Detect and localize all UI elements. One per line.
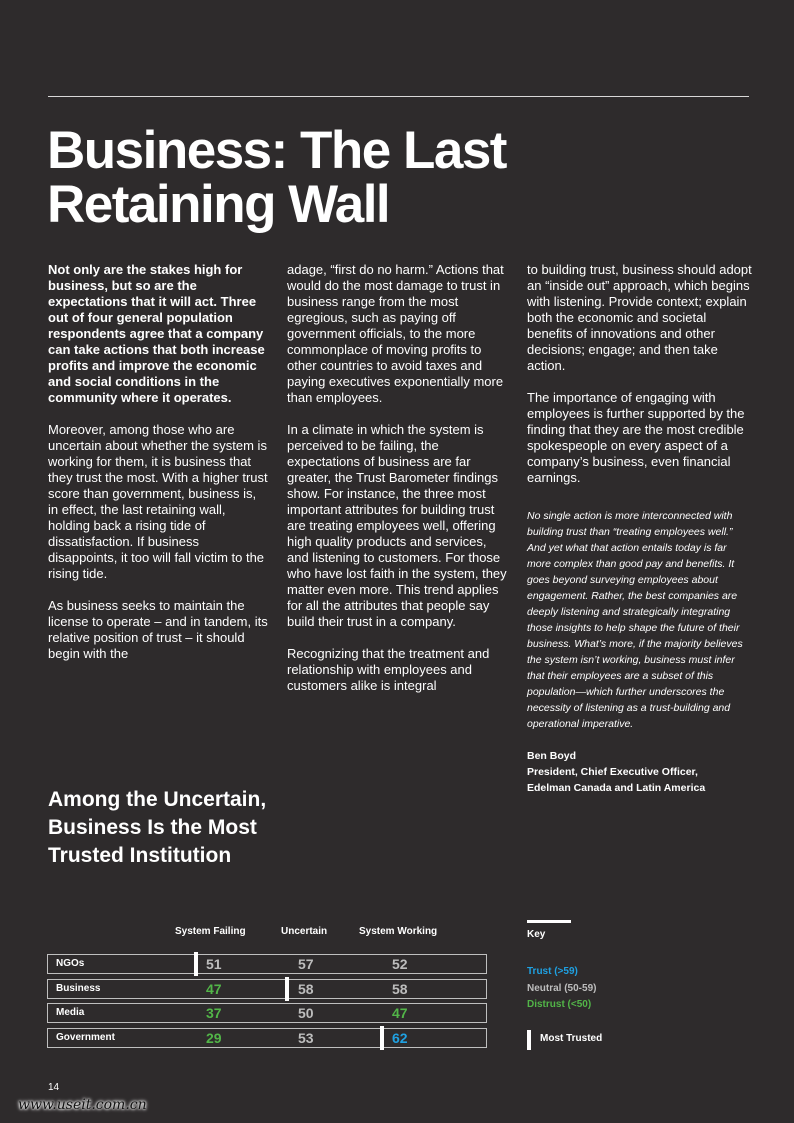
top-rule xyxy=(48,96,749,97)
column-header-system-working: System Working xyxy=(359,926,438,937)
signature-name: Ben Boyd xyxy=(527,750,577,762)
key-neutral: Neutral (50-59) xyxy=(527,983,597,994)
table-row xyxy=(47,954,487,974)
row-label: Media xyxy=(56,1007,85,1018)
signature-title-2: Edelman Canada and Latin America xyxy=(527,782,706,794)
table-cell-value: 58 xyxy=(298,981,314,997)
row-label: Business xyxy=(56,983,101,994)
key-trust: Trust (>59) xyxy=(527,966,578,977)
table-cell-value: 62 xyxy=(392,1030,408,1046)
paragraph: As business seeks to maintain the license to operate – and in tandem, its relative position of trust – it should begin with the xyxy=(48,598,268,661)
table-cell-value: 47 xyxy=(206,981,222,997)
table-cell-value: 57 xyxy=(298,956,314,972)
column-header-system-failing: System Failing xyxy=(175,926,246,937)
key-most-trusted: Most Trusted xyxy=(540,1033,603,1044)
most-trusted-marker-icon xyxy=(194,952,198,976)
text-column-3 xyxy=(527,262,752,812)
most-trusted-marker-icon xyxy=(380,1026,384,1050)
most-trusted-marker-icon xyxy=(285,977,289,1001)
paragraph: In a climate in which the system is perceived to be failing, the expectations of business are far greater, the Trust Barometer findings show. For instance, the three most important attributes for building trust are treating employees well, offering high quality products and services, and listening to customers. For those who have lost faith in the system, they matter even more. This trend applies for all the attributes that people say build their trust in a company. xyxy=(287,422,507,629)
key-rule xyxy=(527,920,571,923)
key-title: Key xyxy=(527,929,546,940)
text-column-2 xyxy=(287,262,507,710)
section-title: Among the Uncertain, Business Is the Most Trusted Institution xyxy=(48,788,267,867)
paragraph: to building trust, business should adopt an “inside out” approach, which begins with listening. Provide context; explain both the economic and societal benefits of innovations and other decisions; engage; and then take action. xyxy=(527,262,752,373)
signature xyxy=(527,748,752,796)
table-cell-value: 53 xyxy=(298,1030,314,1046)
column-header-uncertain: Uncertain xyxy=(281,926,328,937)
row-label: Government xyxy=(56,1032,115,1043)
paragraph: The importance of engaging with employees is further supported by the finding that they are the most credible spokespeople on every aspect of a company’s business, even financial earnings. xyxy=(527,390,745,485)
table-row xyxy=(47,1028,487,1048)
page-title xyxy=(47,121,607,234)
page-number: 14 xyxy=(48,1082,60,1093)
paragraph: Recognizing that the treatment and relationship with employees and customers alike is integral xyxy=(287,646,490,693)
paragraph: adage, “first do no harm.” Actions that would do the most damage to trust in business range from the most egregious, such as paying off government officials, to the more commonplace of moving profits to other countries to avoid taxes and paying executives exponentially more than employees. xyxy=(287,262,504,405)
paragraph: Moreover, among those who are uncertain about whether the system is working for them, it is business that they trust the most. With a higher trust score than government, business is, in effect, the last retaining wall, holding back a rising tide of dissatisfaction. If business disappoints, it too will fall victim to the rising tide. xyxy=(48,422,268,581)
key-distrust: Distrust (<50) xyxy=(527,999,592,1010)
table-cell-value: 29 xyxy=(206,1030,222,1046)
row-label: NGOs xyxy=(56,958,85,969)
most-trusted-marker-icon xyxy=(527,1030,531,1050)
table-cell-value: 47 xyxy=(392,1005,408,1021)
table-cell-value: 58 xyxy=(392,981,408,997)
pull-quote: No single action is more interconnected with building trust than “treating employees well.” And yet what that action entails today is far more complex than good pay and benefits. It goes beyond surveying employees about engagement. Rather, the best companies are deeply listening and strategically integrating those insights to help shape the future of their business. What’s more, if the majority believes the system isn’t working, business must infer that their employees are a subset of this population—which further underscores the necessity of listening as a trust-building and operational imperative. xyxy=(527,510,743,730)
table-cell-value: 37 xyxy=(206,1005,222,1021)
text-column-1 xyxy=(48,262,268,678)
table-cell-value: 51 xyxy=(206,956,222,972)
watermark: www.useit.com.cn xyxy=(18,1097,147,1113)
lead-paragraph: Not only are the stakes high for business, but so are the expectations that it will act. Three out of four general population respondents agree that a company can take actions that both increase profits and improve the economic and social conditions in the community where it operates. xyxy=(48,262,265,405)
table-row xyxy=(47,1003,487,1023)
signature-title-1: President, Chief Executive Officer, xyxy=(527,766,698,778)
table-cell-value: 52 xyxy=(392,956,408,972)
page-title-line-1: Business: The Last xyxy=(47,121,506,180)
table-cell-value: 50 xyxy=(298,1005,314,1021)
table-row xyxy=(47,979,487,999)
page-title-line-2: Retaining Wall xyxy=(47,175,390,234)
